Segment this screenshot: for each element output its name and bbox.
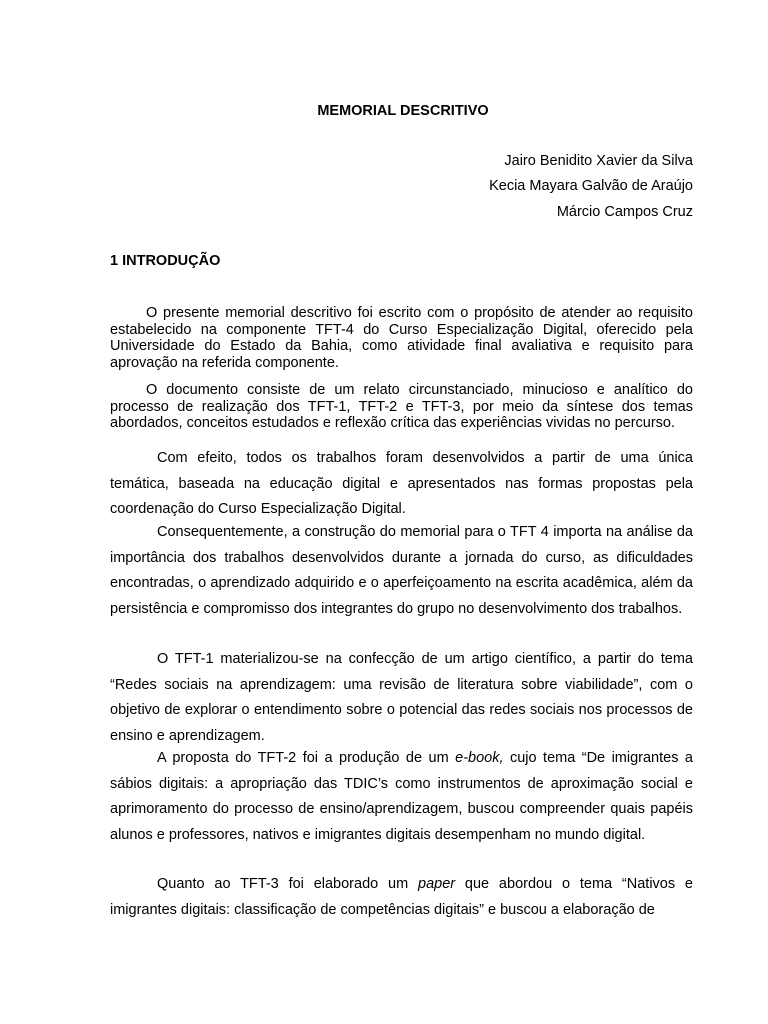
paragraph-3 [110,446,693,523]
paragraph-6 [110,746,693,848]
paragraph-5 [110,647,693,749]
paragraph-7-text-a: Quanto ao TFT-3 foi elaborado um [157,876,418,892]
paragraph-3-text: Com efeito, todos os trabalhos foram desenvolvidos a partir de uma única temática, baseada na educação digital e apresentados nas formas propostas pela coordenação do Curso Especialização Digital. [110,450,693,517]
paragraph-4 [110,520,693,622]
section-heading: 1 INTRODUÇÃO [110,253,221,269]
paragraph-5-text: O TFT-1 materializou-se na confecção de um artigo científico, a partir do tema “Redes sociais na aprendizagem: uma revisão de literatura sobre viabilidade”, com o objetivo de explorar o entendimento sobre o potencial das redes sociais nos processos de ensino e aprendizagem. [110,651,693,744]
document-title: MEMORIAL DESCRITIVO [317,103,489,119]
paragraph-2-text: O documento consiste de um relato circunstanciado, minucioso e analítico do processo de realização dos TFT-1, TFT-2 e TFT-3, por meio da síntese dos temas abordados, conceitos estudados e reflexão crítica das experiências vividas no percurso. [110,382,693,431]
paragraph-7-paper: paper [418,876,456,892]
paragraph-6-text-a: A proposta do TFT-2 foi a produção de um [157,750,456,766]
paragraph-1-text: O presente memorial descritivo foi escrito com o propósito de atender ao requisito estabelecido na componente TFT-4 do Curso Especialização Digital, oferecido pela Universidade do Estado da Bahia, como atividade final avaliativa e requisito para aprovação na referida componente. [110,305,693,371]
paragraph-1 [110,305,693,371]
paragraph-2 [110,382,693,432]
paragraph-6-ebook: e-book, [455,750,504,766]
paragraph-4-text: Consequentemente, a construção do memorial para o TFT 4 importa na análise da importância dos trabalhos desenvolvidos durante a jornada do curso, as dificuldades encontradas, o aprendizado adquirido e o aperfeiçoamento na escrita acadêmica, além da persistência e compromisso dos integrantes do grupo no desenvolvimento dos trabalhos. [110,524,693,617]
paragraph-6-text-c: cujo tema “De imigrantes a sábios digitais: a apropriação das TDIC’s como instrumentos de aproximação social e aprimoramento do processo de ensino/aprendizagem, buscou compreender quais papéis alunos e professores, nativos e imigrantes digitais desempenham no mundo digital. [110,750,693,843]
author-1: Jairo Benidito Xavier da Silva [504,153,693,169]
paragraph-7-text-c: que abordou o tema “Nativos e imigrantes digitais: classificação de competências digitais” e buscou a elaboração de [110,876,693,918]
author-3: Márcio Campos Cruz [556,204,693,220]
author-2: Kecia Mayara Galvão de Araújo [489,178,693,194]
paragraph-7 [110,872,693,923]
